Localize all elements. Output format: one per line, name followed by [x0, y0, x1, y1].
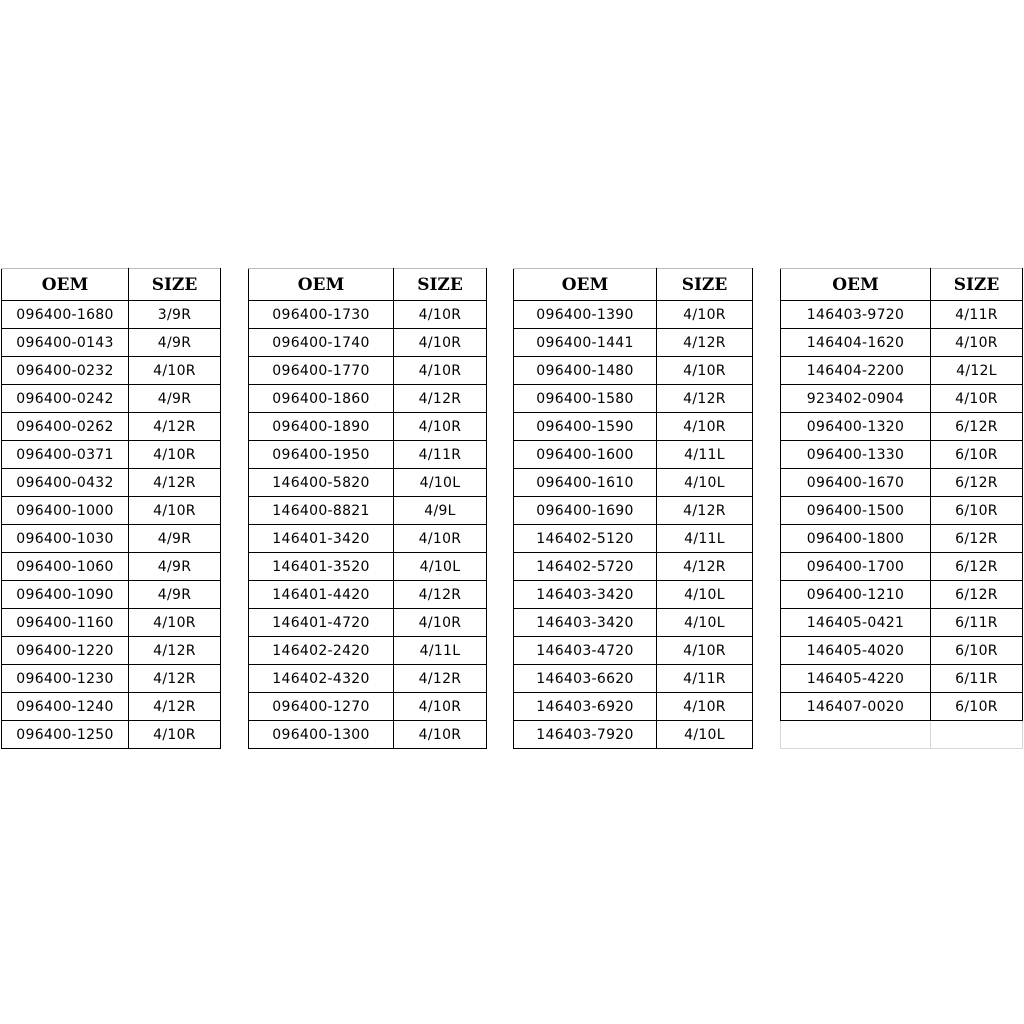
table-row — [781, 553, 1023, 581]
oem-cell: 146405-0421 — [781, 609, 931, 637]
table-row — [781, 665, 1023, 693]
table-row — [249, 357, 487, 385]
size-cell: 4/10R — [394, 609, 487, 637]
oem-cell: 146403-9720 — [781, 301, 931, 329]
table-row — [514, 441, 753, 469]
oem-cell: 146401-3520 — [249, 553, 394, 581]
oem-cell: 146402-4320 — [249, 665, 394, 693]
table-row — [781, 581, 1023, 609]
oem-cell: 096400-1390 — [514, 301, 657, 329]
size-cell: 4/12L — [931, 357, 1023, 385]
oem-cell: 096400-1320 — [781, 413, 931, 441]
table-row — [514, 385, 753, 413]
size-cell: 4/10L — [394, 469, 487, 497]
oem-cell: 146402-5720 — [514, 553, 657, 581]
oem-cell: 923402-0904 — [781, 385, 931, 413]
oem-cell: 146405-4220 — [781, 665, 931, 693]
table-row — [781, 609, 1023, 637]
size-column-header: SIZE — [129, 269, 221, 301]
table-row — [249, 665, 487, 693]
size-cell: 6/12R — [931, 413, 1023, 441]
size-cell: 6/10R — [931, 637, 1023, 665]
oem-cell: 096400-1590 — [514, 413, 657, 441]
table-row — [781, 301, 1023, 329]
size-cell: 4/12R — [657, 329, 753, 357]
size-cell: 4/10R — [657, 301, 753, 329]
size-cell: 4/10R — [394, 693, 487, 721]
table-row — [2, 525, 221, 553]
oem-size-table-4 — [780, 268, 1023, 749]
table-row — [249, 525, 487, 553]
oem-cell: 096400-1500 — [781, 497, 931, 525]
size-cell: 4/10R — [129, 441, 221, 469]
table-row — [781, 497, 1023, 525]
table-row — [2, 637, 221, 665]
size-cell: 4/11R — [394, 441, 487, 469]
table-row — [781, 693, 1023, 721]
table-row — [514, 469, 753, 497]
oem-cell: 096400-1480 — [514, 357, 657, 385]
oem-cell: 146404-1620 — [781, 329, 931, 357]
size-cell: 4/10R — [129, 721, 221, 749]
oem-cell: 096400-1680 — [2, 301, 129, 329]
table-row — [249, 693, 487, 721]
table-row — [781, 329, 1023, 357]
table-row — [249, 581, 487, 609]
oem-cell: 146403-3420 — [514, 581, 657, 609]
oem-cell: 096400-1730 — [249, 301, 394, 329]
table-row — [249, 413, 487, 441]
table-row — [249, 469, 487, 497]
table-row — [781, 385, 1023, 413]
oem-cell: 146403-6920 — [514, 693, 657, 721]
oem-cell: 096400-1441 — [514, 329, 657, 357]
oem-cell: 096400-0432 — [2, 469, 129, 497]
oem-cell: 146403-7920 — [514, 721, 657, 749]
size-cell: 4/11R — [931, 301, 1023, 329]
table-row — [514, 301, 753, 329]
oem-cell: 096400-1330 — [781, 441, 931, 469]
oem-cell: 096400-1300 — [249, 721, 394, 749]
table-row — [514, 721, 753, 749]
oem-cell: 096400-1600 — [514, 441, 657, 469]
oem-cell: 146403-6620 — [514, 665, 657, 693]
size-cell: 6/10R — [931, 497, 1023, 525]
table-row — [514, 581, 753, 609]
size-cell: 6/11R — [931, 665, 1023, 693]
table-row — [249, 441, 487, 469]
size-cell: 4/10R — [931, 329, 1023, 357]
size-cell: 6/11R — [931, 609, 1023, 637]
table-row — [2, 469, 221, 497]
oem-cell — [781, 721, 931, 749]
size-cell: 4/10R — [657, 357, 753, 385]
size-cell: 4/9R — [129, 525, 221, 553]
table-row — [2, 497, 221, 525]
table-row — [514, 637, 753, 665]
size-column-header: SIZE — [657, 269, 753, 301]
oem-cell: 146402-5120 — [514, 525, 657, 553]
table-row — [2, 693, 221, 721]
size-cell: 6/12R — [931, 525, 1023, 553]
size-cell: 4/10R — [394, 721, 487, 749]
header-row — [249, 269, 487, 301]
header-row — [2, 269, 221, 301]
table-row — [2, 301, 221, 329]
size-cell: 4/12R — [129, 469, 221, 497]
size-column-header: SIZE — [931, 269, 1023, 301]
size-cell: 4/12R — [129, 413, 221, 441]
table-row — [2, 329, 221, 357]
size-cell: 4/10R — [394, 301, 487, 329]
size-cell: 4/12R — [657, 385, 753, 413]
table-row — [2, 413, 221, 441]
size-cell: 6/12R — [931, 553, 1023, 581]
size-cell: 4/11L — [657, 441, 753, 469]
table-row — [249, 301, 487, 329]
size-cell: 4/12R — [657, 553, 753, 581]
size-cell: 4/10L — [657, 581, 753, 609]
size-cell: 4/10R — [129, 609, 221, 637]
oem-cell: 096400-1090 — [2, 581, 129, 609]
table-row — [781, 413, 1023, 441]
oem-cell: 146404-2200 — [781, 357, 931, 385]
table-row — [2, 581, 221, 609]
size-cell: 4/11L — [394, 637, 487, 665]
oem-cell: 096400-1240 — [2, 693, 129, 721]
size-cell: 4/12R — [129, 693, 221, 721]
oem-cell: 096400-1270 — [249, 693, 394, 721]
header-row — [514, 269, 753, 301]
oem-cell: 096400-1740 — [249, 329, 394, 357]
oem-cell: 096400-0242 — [2, 385, 129, 413]
oem-cell: 096400-1250 — [2, 721, 129, 749]
table-row — [2, 721, 221, 749]
oem-cell: 146402-2420 — [249, 637, 394, 665]
oem-size-table-2 — [248, 268, 487, 749]
oem-column-header: OEM — [514, 269, 657, 301]
oem-cell: 096400-1000 — [2, 497, 129, 525]
size-cell: 4/12R — [394, 385, 487, 413]
size-cell: 4/10R — [394, 329, 487, 357]
table-row — [781, 357, 1023, 385]
size-cell: 6/10R — [931, 693, 1023, 721]
table-row — [781, 637, 1023, 665]
size-cell: 4/10L — [657, 469, 753, 497]
table-row — [2, 609, 221, 637]
table-row — [514, 609, 753, 637]
size-cell: 4/10R — [129, 497, 221, 525]
oem-cell: 096400-1950 — [249, 441, 394, 469]
oem-cell: 096400-1230 — [2, 665, 129, 693]
oem-cell: 146400-5820 — [249, 469, 394, 497]
table-row — [249, 553, 487, 581]
oem-cell: 146405-4020 — [781, 637, 931, 665]
oem-cell: 096400-1220 — [2, 637, 129, 665]
table-row — [514, 665, 753, 693]
size-cell: 4/10R — [394, 413, 487, 441]
size-cell: 4/9R — [129, 385, 221, 413]
oem-cell: 096400-1690 — [514, 497, 657, 525]
size-cell: 4/10L — [657, 721, 753, 749]
size-cell: 4/9R — [129, 581, 221, 609]
oem-cell: 096400-0262 — [2, 413, 129, 441]
oem-cell: 096400-1060 — [2, 553, 129, 581]
oem-cell: 146401-4420 — [249, 581, 394, 609]
table-row — [514, 497, 753, 525]
table-row — [2, 385, 221, 413]
oem-cell: 146403-3420 — [514, 609, 657, 637]
size-cell: 4/10R — [394, 525, 487, 553]
oem-cell: 096400-1160 — [2, 609, 129, 637]
table-row — [514, 553, 753, 581]
table-row — [781, 469, 1023, 497]
oem-cell: 146401-3420 — [249, 525, 394, 553]
table-row — [781, 721, 1023, 749]
table-row — [2, 357, 221, 385]
oem-column-header: OEM — [2, 269, 129, 301]
oem-cell: 146400-8821 — [249, 497, 394, 525]
oem-cell: 096400-1610 — [514, 469, 657, 497]
size-cell: 4/12R — [657, 497, 753, 525]
size-cell: 4/11R — [657, 665, 753, 693]
size-cell: 4/10L — [657, 609, 753, 637]
table-row — [249, 329, 487, 357]
table-row — [2, 553, 221, 581]
oem-size-table-1 — [1, 268, 221, 749]
size-cell: 4/10R — [931, 385, 1023, 413]
size-column-header: SIZE — [394, 269, 487, 301]
oem-column-header: OEM — [781, 269, 931, 301]
oem-cell: 096400-1700 — [781, 553, 931, 581]
size-cell: 4/10R — [394, 357, 487, 385]
oem-cell: 096400-1210 — [781, 581, 931, 609]
table-row — [249, 609, 487, 637]
size-cell: 4/9R — [129, 553, 221, 581]
table-row — [249, 721, 487, 749]
size-cell: 4/10L — [394, 553, 487, 581]
table-row — [781, 441, 1023, 469]
size-cell — [931, 721, 1023, 749]
size-cell: 4/11L — [657, 525, 753, 553]
size-cell: 4/10R — [657, 637, 753, 665]
oem-cell: 096400-1890 — [249, 413, 394, 441]
size-cell: 4/10R — [657, 413, 753, 441]
size-cell: 4/10R — [129, 357, 221, 385]
oem-cell: 096400-0371 — [2, 441, 129, 469]
oem-cell: 146407-0020 — [781, 693, 931, 721]
size-cell: 4/10R — [657, 693, 753, 721]
size-cell: 6/12R — [931, 469, 1023, 497]
header-row — [781, 269, 1023, 301]
table-row — [514, 693, 753, 721]
oem-cell: 146401-4720 — [249, 609, 394, 637]
table-row — [514, 413, 753, 441]
size-cell: 4/12R — [129, 665, 221, 693]
table-row — [249, 497, 487, 525]
oem-size-table-3 — [513, 268, 753, 749]
size-cell: 3/9R — [129, 301, 221, 329]
table-row — [781, 525, 1023, 553]
size-cell: 4/9R — [129, 329, 221, 357]
table-row — [514, 525, 753, 553]
table-row — [514, 357, 753, 385]
size-cell: 4/12R — [129, 637, 221, 665]
size-cell: 6/12R — [931, 581, 1023, 609]
table-row — [2, 665, 221, 693]
oem-cell: 096400-1860 — [249, 385, 394, 413]
size-cell: 4/12R — [394, 581, 487, 609]
oem-cell: 096400-0232 — [2, 357, 129, 385]
oem-cell: 146403-4720 — [514, 637, 657, 665]
oem-cell: 096400-1670 — [781, 469, 931, 497]
table-row — [514, 329, 753, 357]
oem-cell: 096400-1030 — [2, 525, 129, 553]
size-cell: 6/10R — [931, 441, 1023, 469]
size-cell: 4/12R — [394, 665, 487, 693]
oem-cell: 096400-1580 — [514, 385, 657, 413]
oem-cell: 096400-1770 — [249, 357, 394, 385]
size-cell: 4/9L — [394, 497, 487, 525]
oem-cell: 096400-0143 — [2, 329, 129, 357]
table-row — [249, 385, 487, 413]
oem-cell: 096400-1800 — [781, 525, 931, 553]
oem-column-header: OEM — [249, 269, 394, 301]
table-row — [2, 441, 221, 469]
table-row — [249, 637, 487, 665]
